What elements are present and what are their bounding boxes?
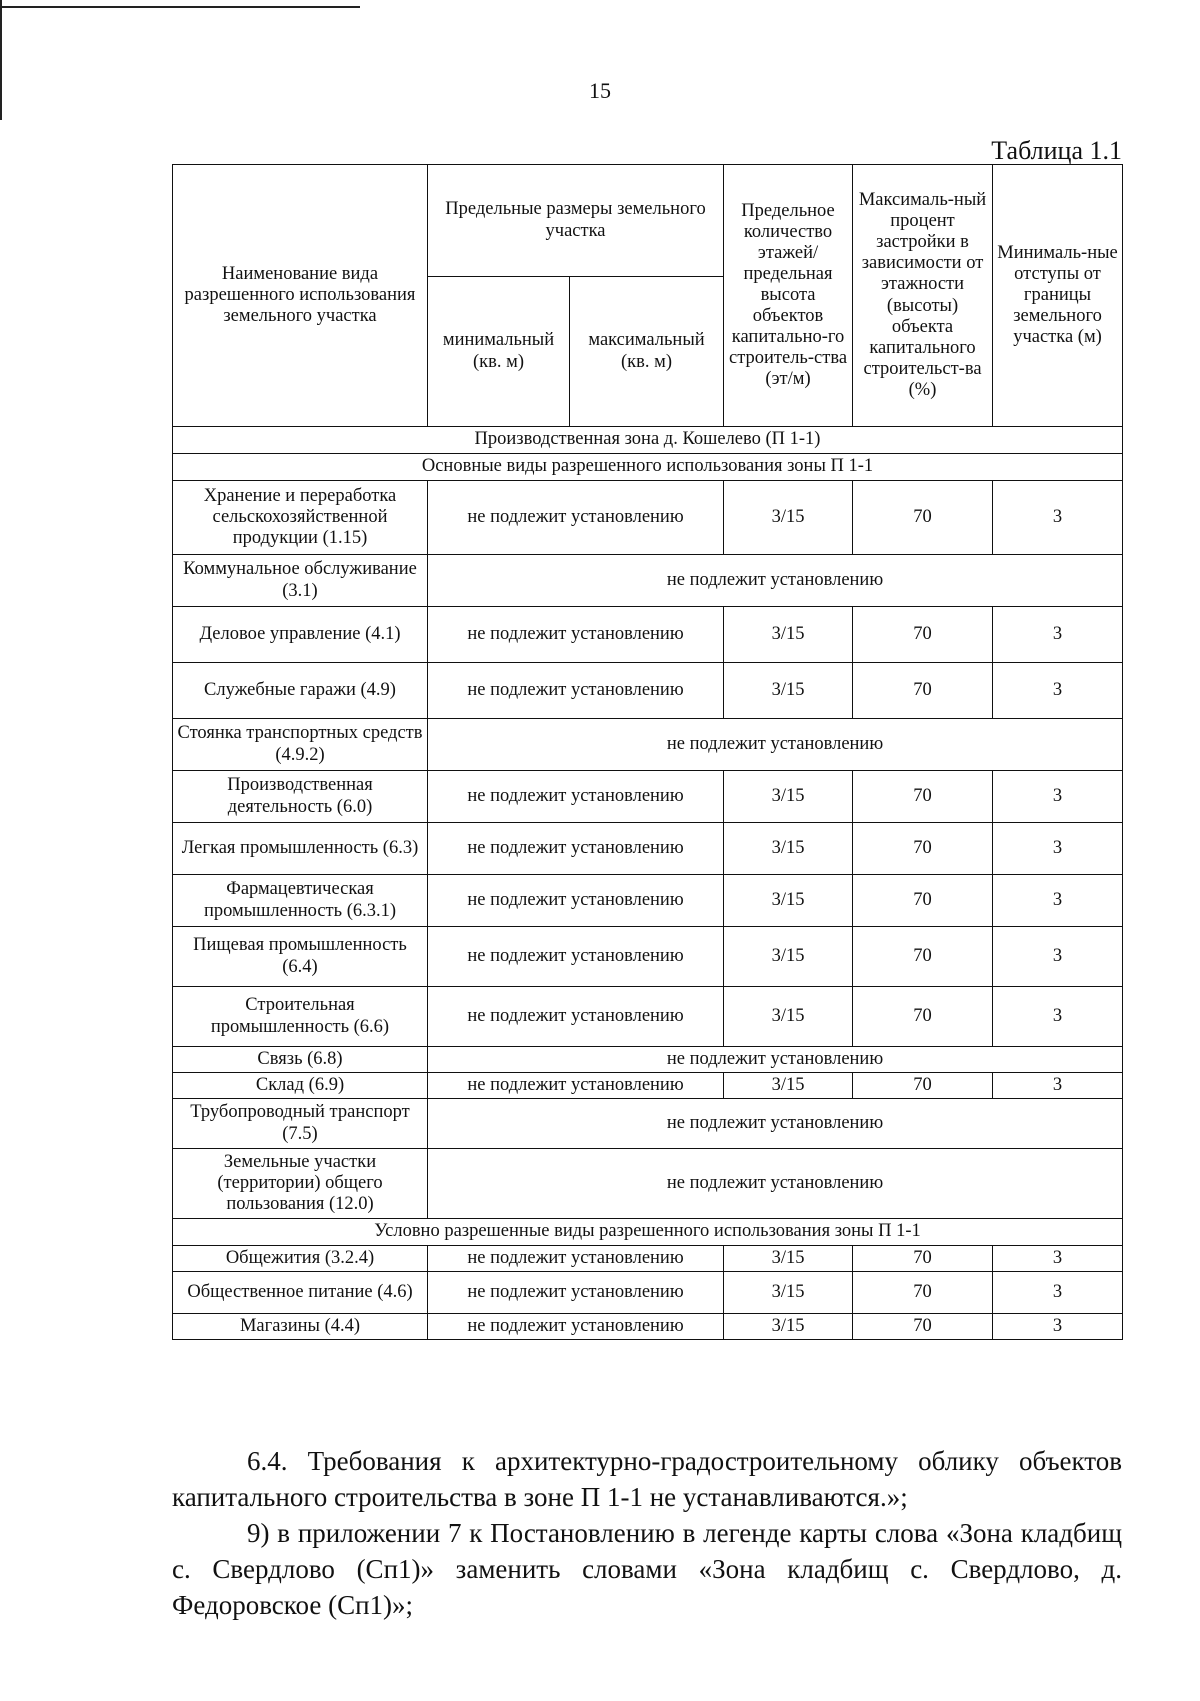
row-merged: не подлежит установлению xyxy=(428,555,1123,607)
header-setback: Минималь-ные отступы от границы земельного участка (м) xyxy=(993,165,1123,427)
page-number: 15 xyxy=(589,78,611,103)
zone-title-row xyxy=(173,427,1123,454)
row-percent: 70 xyxy=(853,927,993,987)
row-percent: 70 xyxy=(853,1272,993,1314)
row-percent: 70 xyxy=(853,771,993,823)
table-header-row xyxy=(173,165,1123,277)
row-size: не подлежит установлению xyxy=(428,987,724,1047)
row-percent: 70 xyxy=(853,663,993,719)
conditional-section-title: Условно разрешенные виды разрешенного использования зоны П 1-1 xyxy=(173,1219,1123,1246)
row-name: Магазины (4.4) xyxy=(173,1314,428,1340)
table-row xyxy=(173,1099,1123,1149)
main-section-row xyxy=(173,454,1123,481)
paragraph-item-9: 9) в приложении 7 к Постановлению в легенде карты слова «Зона кладбищ с. Свердлово (Сп1)» заменить словами «Зона кладбищ с. Свердлово, д. Федоровское (Сп1)»; xyxy=(172,1518,1122,1620)
row-size: не подлежит установлению xyxy=(428,875,724,927)
row-name: Хранение и переработка сельскохозяйственной продукции (1.15) xyxy=(173,481,428,555)
table-row xyxy=(173,663,1123,719)
row-name: Деловое управление (4.1) xyxy=(173,607,428,663)
row-merged: не подлежит установлению xyxy=(428,1099,1123,1149)
row-percent: 70 xyxy=(853,1073,993,1099)
row-percent: 70 xyxy=(853,607,993,663)
conditional-section-row xyxy=(173,1219,1123,1246)
row-percent: 70 xyxy=(853,875,993,927)
row-name: Производственная деятельность (6.0) xyxy=(173,771,428,823)
row-setback: 3 xyxy=(993,481,1123,555)
zone-title: Производственная зона д. Кошелево (П 1-1) xyxy=(173,427,1123,454)
row-floors: 3/15 xyxy=(724,823,853,875)
row-setback: 3 xyxy=(993,927,1123,987)
row-size: не подлежит установлению xyxy=(428,607,724,663)
row-setback: 3 xyxy=(993,771,1123,823)
row-floors: 3/15 xyxy=(724,1272,853,1314)
row-setback: 3 xyxy=(993,607,1123,663)
row-setback: 3 xyxy=(993,1272,1123,1314)
row-floors: 3/15 xyxy=(724,987,853,1047)
row-merged: не подлежит установлению xyxy=(428,1047,1123,1073)
row-name: Связь (6.8) xyxy=(173,1047,428,1073)
row-size: не подлежит установлению xyxy=(428,1314,724,1340)
row-merged: не подлежит установлению xyxy=(428,719,1123,771)
table-row xyxy=(173,987,1123,1047)
row-name: Коммунальное обслуживание (3.1) xyxy=(173,555,428,607)
row-name: Земельные участки (территории) общего пользования (12.0) xyxy=(173,1149,428,1219)
row-name: Общежития (3.2.4) xyxy=(173,1246,428,1272)
row-size: не подлежит установлению xyxy=(428,927,724,987)
main-section-title: Основные виды разрешенного использования зоны П 1-1 xyxy=(173,454,1123,481)
row-percent: 70 xyxy=(853,1314,993,1340)
header-min: минимальный (кв. м) xyxy=(428,277,570,427)
header-plot-size: Предельные размеры земельного участка xyxy=(428,165,724,277)
row-setback: 3 xyxy=(993,875,1123,927)
row-setback: 3 xyxy=(993,1073,1123,1099)
row-floors: 3/15 xyxy=(724,875,853,927)
header-max-percent: Максималь-ный процент застройки в зависимости от этажности (высоты) объекта капитального строительст-ва (%) xyxy=(853,165,993,427)
row-floors: 3/15 xyxy=(724,481,853,555)
row-setback: 3 xyxy=(993,663,1123,719)
table-row xyxy=(173,1047,1123,1073)
table-row xyxy=(173,1314,1123,1340)
row-setback: 3 xyxy=(993,987,1123,1047)
header-max: максимальный (кв. м) xyxy=(570,277,724,427)
row-merged: не подлежит установлению xyxy=(428,1149,1123,1219)
table-row xyxy=(173,555,1123,607)
zoning-table xyxy=(172,164,1123,1340)
table-row xyxy=(173,607,1123,663)
row-name: Склад (6.9) xyxy=(173,1073,428,1099)
table-row xyxy=(173,719,1123,771)
table-caption: Таблица 1.1 xyxy=(991,136,1122,165)
row-floors: 3/15 xyxy=(724,1246,853,1272)
row-percent: 70 xyxy=(853,823,993,875)
header-name: Наименование вида разрешенного использования земельного участка xyxy=(173,165,428,427)
row-percent: 70 xyxy=(853,1246,993,1272)
table-row xyxy=(173,875,1123,927)
row-percent: 70 xyxy=(853,481,993,555)
paragraph-6-4: 6.4. Требования к архитектурно-градостроительному облику объектов капитального строительства в зоне П 1-1 не устанавливаются.»; xyxy=(172,1446,1122,1512)
table-row xyxy=(173,771,1123,823)
row-name: Служебные гаражи (4.9) xyxy=(173,663,428,719)
scan-edge-top xyxy=(0,6,360,8)
header-floors: Предельное количество этажей/ предельная высота объектов капитально-го строитель-ства (эт/м) xyxy=(724,165,853,427)
row-floors: 3/15 xyxy=(724,607,853,663)
row-floors: 3/15 xyxy=(724,771,853,823)
table-row xyxy=(173,1149,1123,1219)
row-name: Фармацевтическая промышленность (6.3.1) xyxy=(173,875,428,927)
row-setback: 3 xyxy=(993,1246,1123,1272)
row-size: не подлежит установлению xyxy=(428,1073,724,1099)
table-row xyxy=(173,927,1123,987)
row-size: не подлежит установлению xyxy=(428,1246,724,1272)
table-row xyxy=(173,823,1123,875)
row-name: Трубопроводный транспорт (7.5) xyxy=(173,1099,428,1149)
row-size: не подлежит установлению xyxy=(428,663,724,719)
row-floors: 3/15 xyxy=(724,1314,853,1340)
row-size: не подлежит установлению xyxy=(428,823,724,875)
row-name: Легкая промышленность (6.3) xyxy=(173,823,428,875)
row-percent: 70 xyxy=(853,987,993,1047)
table-row xyxy=(173,1073,1123,1099)
row-name: Стоянка транспортных средств (4.9.2) xyxy=(173,719,428,771)
row-size: не подлежит установлению xyxy=(428,771,724,823)
table-row xyxy=(173,481,1123,555)
table-row xyxy=(173,1272,1123,1314)
table-row xyxy=(173,1246,1123,1272)
row-setback: 3 xyxy=(993,823,1123,875)
row-floors: 3/15 xyxy=(724,663,853,719)
row-size: не подлежит установлению xyxy=(428,481,724,555)
row-name: Строительная промышленность (6.6) xyxy=(173,987,428,1047)
row-size: не подлежит установлению xyxy=(428,1272,724,1314)
row-name: Пищевая промышленность (6.4) xyxy=(173,927,428,987)
row-floors: 3/15 xyxy=(724,1073,853,1099)
row-setback: 3 xyxy=(993,1314,1123,1340)
row-floors: 3/15 xyxy=(724,927,853,987)
row-name: Общественное питание (4.6) xyxy=(173,1272,428,1314)
